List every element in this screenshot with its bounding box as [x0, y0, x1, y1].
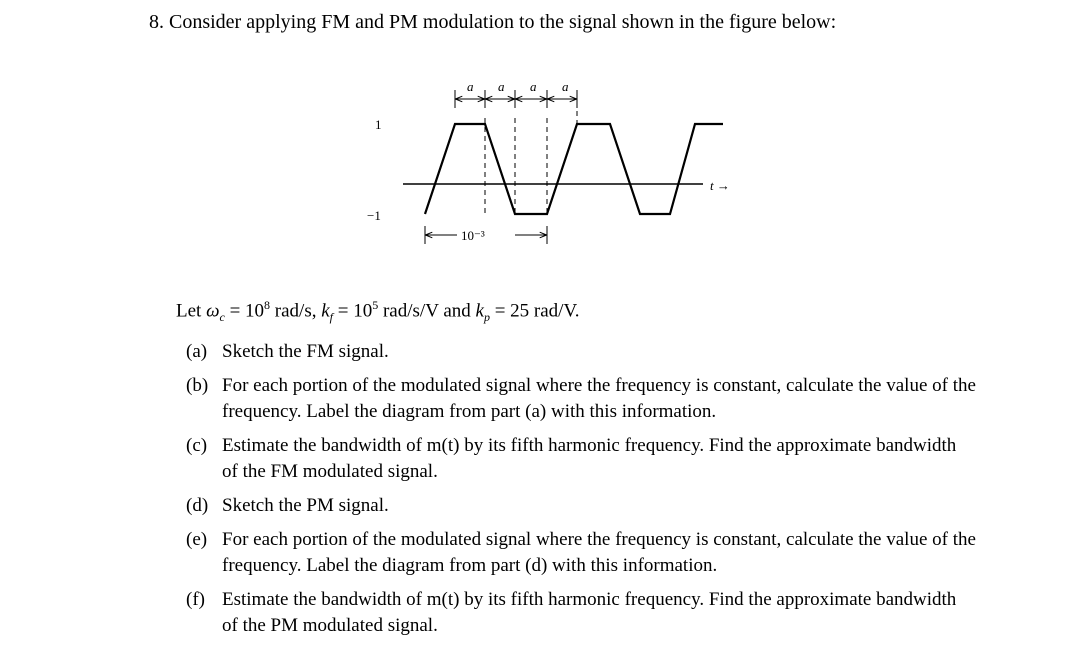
params-lead: Let: [176, 300, 202, 322]
signal-plot: [355, 78, 755, 258]
kf-exponent: 5: [372, 298, 379, 312]
kp-symbol: k: [475, 300, 484, 322]
part-label: (a): [186, 341, 208, 362]
part-c: [186, 433, 976, 485]
trapezoidal-signal-figure: [355, 78, 755, 258]
time-axis-label: t →: [710, 178, 730, 193]
part-text: For each portion of the modulated signal where the frequency is constant, calculate the value of the frequency. Label the diagram from part (a) with this information.: [222, 375, 976, 422]
y-tick-high-label: 1: [375, 117, 382, 132]
part-e: [186, 527, 976, 579]
part-label: (d): [186, 495, 209, 516]
part-d: [186, 493, 976, 519]
kf-subscript: f: [329, 310, 334, 325]
omega-symbol: ω: [206, 300, 220, 322]
part-label: (e): [186, 529, 208, 550]
interval-label: a: [467, 79, 474, 94]
omega-unit: rad/s,: [270, 300, 322, 322]
part-label: (c): [186, 435, 208, 456]
kp-subscript: p: [483, 310, 490, 325]
question-parts: [186, 339, 976, 647]
interval-label: a: [530, 79, 537, 94]
trapezoid-waveform: [425, 124, 723, 214]
y-tick-low-label: −1: [367, 208, 381, 223]
question-heading: [149, 8, 836, 36]
kf-symbol: k: [321, 300, 330, 322]
omega-subscript: c: [219, 310, 225, 325]
part-text: For each portion of the modulated signal where the frequency is constant, calculate the value of the frequency. Label the diagram from part (d) with this information.: [222, 529, 976, 576]
kf-unit: rad/s/V and: [378, 300, 476, 322]
part-text: Estimate the bandwidth of m(t) by its fifth harmonic frequency. Find the approximate bandwidth of the PM modulated signal.: [222, 589, 957, 636]
kp-value: = 25 rad/V.: [489, 300, 580, 322]
part-label: (f): [186, 589, 205, 610]
interval-label: a: [562, 79, 569, 94]
period-label: 10⁻³: [461, 228, 485, 243]
part-text: Estimate the bandwidth of m(t) by its fifth harmonic frequency. Find the approximate bandwidth of the FM modulated signal.: [222, 435, 957, 482]
interval-label: a: [498, 79, 505, 94]
omega-value: = 10: [224, 300, 265, 322]
kf-value: = 10: [333, 300, 373, 322]
question-text: Consider applying FM and PM modulation to the signal shown in the figure below:: [169, 11, 837, 33]
parameter-definitions: [176, 291, 579, 331]
omega-exponent: 8: [264, 298, 271, 312]
part-text: Sketch the FM signal.: [222, 341, 389, 362]
part-a: [186, 339, 976, 365]
part-text: Sketch the PM signal.: [222, 495, 389, 516]
part-f: [186, 587, 976, 639]
part-label: (b): [186, 375, 209, 396]
part-b: [186, 373, 976, 425]
question-number: 8.: [149, 11, 164, 33]
